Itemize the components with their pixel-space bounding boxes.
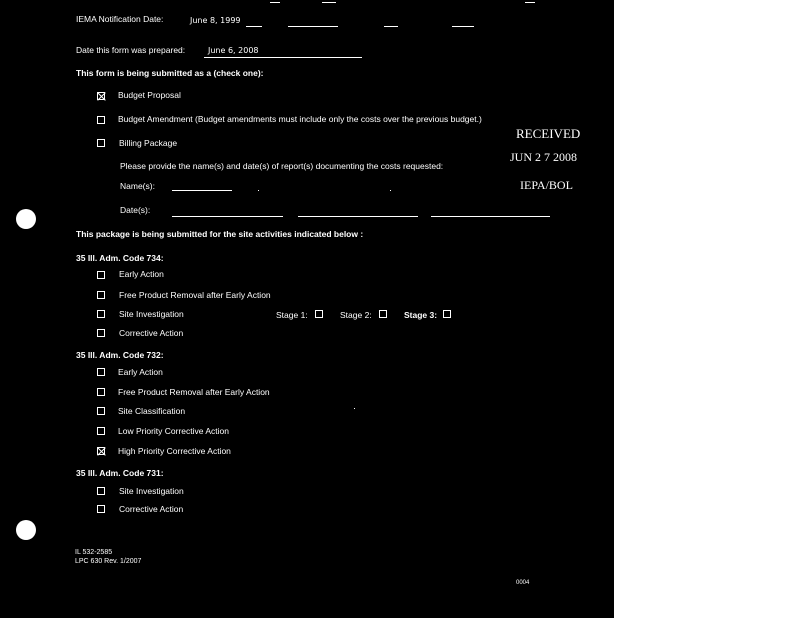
code731-site-investigation-checkbox[interactable] — [97, 487, 105, 495]
code734-free-product-checkbox[interactable] — [97, 291, 105, 299]
code732-early-action-checkbox[interactable] — [97, 368, 105, 376]
code731-corrective-action-checkbox[interactable] — [97, 505, 105, 513]
date-underline-1 — [172, 216, 283, 217]
code734-early-action-checkbox[interactable] — [97, 271, 105, 279]
cropped-mark — [270, 2, 280, 3]
form-revision: LPC 630 Rev. 1/2007 — [75, 558, 142, 565]
code734-free-product-label: Free Product Removal after Early Action — [119, 290, 271, 300]
stage-2-checkbox[interactable] — [379, 310, 387, 318]
iema-notification-value: June 8, 1999 — [190, 16, 241, 25]
code732-free-product-checkbox[interactable] — [97, 388, 105, 396]
code731-corrective-action-label: Corrective Action — [119, 504, 184, 514]
stage-3-label: Stage 3: — [404, 310, 438, 320]
budget-proposal-label: Budget Proposal — [118, 90, 181, 100]
received-stamp-date: JUN 2 7 2008 — [510, 150, 578, 164]
code-732-heading: 35 Ill. Adm. Code 732: — [76, 350, 164, 360]
binder-hole — [16, 209, 36, 229]
scan-speck — [258, 190, 259, 191]
site-activities-heading: This package is being submitted for the site activities indicated below : — [76, 229, 364, 239]
billing-instruction: Please provide the name(s) and date(s) of report(s) documenting the costs requested: — [120, 161, 444, 171]
date-underline-3 — [431, 216, 550, 217]
names-underline — [172, 190, 232, 191]
received-stamp-office: IEPA/BOL — [520, 178, 573, 192]
code732-free-product-label: Free Product Removal after Early Action — [118, 387, 270, 397]
billing-package-checkbox[interactable] — [97, 139, 105, 147]
iema-notification-label: IEMA Notification Date: — [76, 14, 164, 24]
budget-amendment-checkbox[interactable] — [97, 116, 105, 124]
code734-site-investigation-checkbox[interactable] — [97, 310, 105, 318]
code732-site-classification-checkbox[interactable] — [97, 407, 105, 415]
stage-2-label: Stage 2: — [340, 310, 372, 320]
received-stamp: RECEIVED — [516, 126, 581, 141]
names-label: Name(s): — [120, 181, 155, 191]
submitted-as-heading: This form is being submitted as a (check one): — [76, 68, 264, 78]
form-number: IL 532-2585 — [75, 549, 113, 556]
code732-low-priority-label: Low Priority Corrective Action — [118, 426, 230, 436]
underline — [246, 26, 262, 27]
stage-1-checkbox[interactable] — [315, 310, 323, 318]
cropped-mark — [322, 2, 336, 3]
underline — [452, 26, 474, 27]
code732-low-priority-checkbox[interactable] — [97, 427, 105, 435]
date-prepared-label: Date this form was prepared: — [76, 45, 186, 55]
code732-site-classification-label: Site Classification — [118, 406, 186, 416]
scan-speck — [354, 408, 355, 409]
stage-1-label: Stage 1: — [276, 310, 308, 320]
code-734-heading: 35 Ill. Adm. Code 734: — [76, 253, 164, 263]
code732-high-priority-checkbox[interactable] — [97, 447, 105, 455]
code731-site-investigation-label: Site Investigation — [119, 486, 184, 496]
budget-amendment-label: Budget Amendment (Budget amendments must include only the costs over the previous budget.) — [118, 114, 482, 124]
code732-early-action-label: Early Action — [118, 367, 163, 377]
code732-high-priority-label: High Priority Corrective Action — [118, 446, 231, 456]
page-mark: 0004 — [516, 580, 530, 586]
code734-site-investigation-label: Site Investigation — [119, 309, 184, 319]
code-731-heading: 35 Ill. Adm. Code 731: — [76, 468, 164, 478]
cropped-mark — [525, 2, 535, 3]
code734-early-action-label: Early Action — [119, 269, 164, 279]
underline — [288, 26, 338, 27]
billing-package-label: Billing Package — [119, 138, 178, 148]
scan-speck — [390, 190, 391, 191]
stage-3-checkbox[interactable] — [443, 310, 451, 318]
budget-proposal-checkbox[interactable] — [97, 92, 105, 100]
binder-hole — [16, 520, 36, 540]
dates-label: Date(s): — [120, 205, 151, 215]
date-underline-2 — [298, 216, 418, 217]
underline — [384, 26, 398, 27]
code734-corrective-action-label: Corrective Action — [119, 328, 184, 338]
date-prepared-underline — [204, 57, 362, 58]
date-prepared-value: June 6, 2008 — [208, 46, 259, 55]
code734-corrective-action-checkbox[interactable] — [97, 329, 105, 337]
